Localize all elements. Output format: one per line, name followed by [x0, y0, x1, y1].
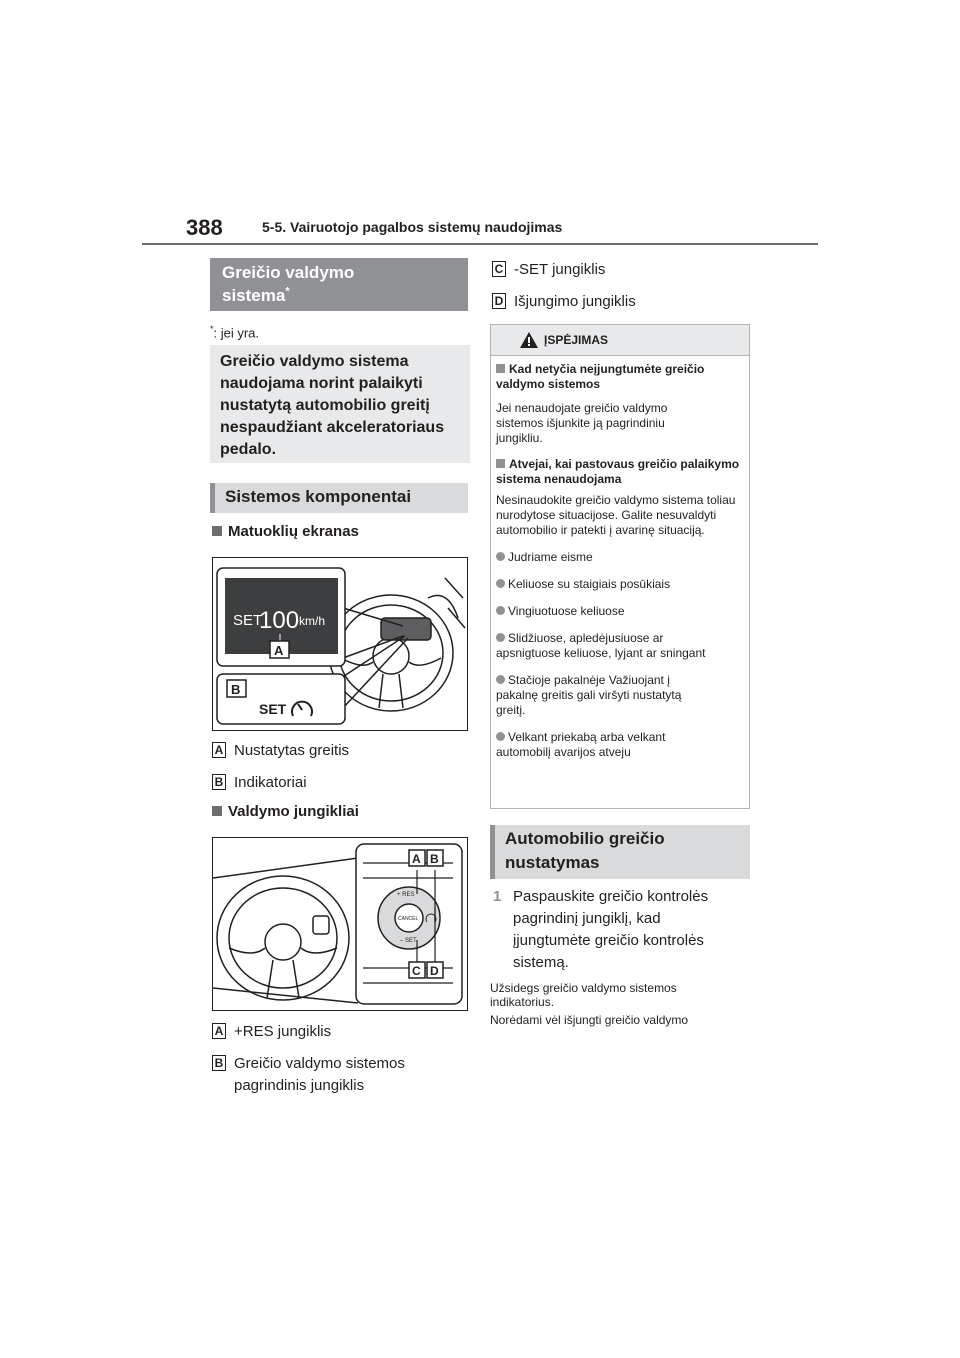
- warning-bullet-1: Judriame eisme: [496, 550, 743, 565]
- circle-bullet-icon: [496, 579, 505, 588]
- square-bullet-icon: [496, 459, 505, 468]
- fig1-label-a: [212, 740, 468, 762]
- step-number: 1: [493, 888, 502, 905]
- switches-illustration: [213, 838, 466, 1009]
- warning-bullet-2: Keliuose su staigiais posūkiais: [496, 577, 743, 592]
- fig2-label-b-badge: B: [212, 1055, 226, 1071]
- square-bullet-icon: [496, 364, 505, 373]
- set-text: SET: [233, 612, 263, 629]
- warning-text-2: Nesinaudokite greičio valdymo sistema toliau nurodytose situacijose. Galite nesuvaldyti automobilio ir patekti į avarinę situaciją.: [496, 493, 736, 537]
- fig2-badge-d: D: [430, 964, 439, 978]
- after-step-text-2: Norėdami vėl išjungti greičio valdymo: [490, 1013, 689, 1027]
- fig2-label-b-text: Greičio valdymo sistemos pagrindinis jungiklis: [234, 1055, 405, 1094]
- set-label: – SET: [400, 938, 417, 944]
- circle-bullet-icon: [496, 552, 505, 561]
- fig1-label-a-text: Nustatytas greitis: [234, 742, 350, 759]
- page-number: 388: [186, 215, 223, 240]
- warning-bullet-6: Velkant priekabą arba velkant automobilį avarijos atveju: [496, 730, 666, 759]
- footnote: [210, 324, 259, 340]
- fig1-label-a-badge: A: [212, 742, 226, 758]
- fig1-label-b-text: Indikatoriai: [234, 774, 307, 791]
- label-d-text: Išjungimo jungiklis: [514, 293, 636, 310]
- running-head: 5-5. Vairuotojo pagalbos sistemų naudojimas: [262, 219, 563, 235]
- square-bullet-icon: [212, 526, 222, 536]
- after-step-text-1: Užsidegs greičio valdymo sistemos indikatorius.: [490, 981, 677, 1009]
- gauge-heading-text: Matuoklių ekranas: [228, 523, 359, 540]
- warning-sub-1-text: Kad netyčia neįjungtumėte greičio valdymo sistemos: [496, 362, 705, 391]
- label-c-badge: C: [492, 261, 506, 277]
- meter-display-figure: [212, 557, 468, 731]
- meter-illustration: [213, 558, 466, 729]
- label-c-text: -SET jungiklis: [514, 261, 606, 278]
- control-switches-figure: [212, 837, 468, 1011]
- label-d: [492, 291, 748, 313]
- fig2-label-a-badge: A: [212, 1023, 226, 1039]
- gauge-heading: [212, 523, 359, 540]
- square-bullet-icon: [212, 806, 222, 816]
- step-text: Paspauskite greičio kontrolės pagrindinį jungiklį, kad įjungtumėte greičio kontrolės sistemą.: [513, 888, 709, 971]
- step-1: [490, 886, 750, 974]
- label-d-badge: D: [492, 293, 506, 309]
- badge-a: A: [274, 643, 284, 658]
- circle-bullet-icon: [496, 675, 505, 684]
- warning-triangle-icon: [519, 331, 539, 349]
- badge-b: B: [231, 682, 241, 697]
- warning-title: ĮSPĖJIMAS: [544, 333, 609, 347]
- section-components: Sistemos komponentai: [210, 483, 468, 513]
- cancel-label: CANCEL: [398, 916, 419, 922]
- warning-bullet-3: Vingiuotuose keliuose: [496, 604, 743, 619]
- section-speed-setting: [490, 825, 750, 879]
- switch-heading: [212, 803, 359, 820]
- fig2-label-a: [212, 1021, 468, 1043]
- fig1-label-b-badge: B: [212, 774, 226, 790]
- warning-sub-2: [496, 457, 743, 487]
- switch-heading-text: Valdymo jungikliai: [228, 803, 359, 820]
- speed-value: 100: [259, 607, 300, 634]
- circle-bullet-icon: [496, 633, 505, 642]
- title-line-1: Greičio valdymo: [222, 263, 355, 282]
- fig2-label-b: [212, 1053, 468, 1097]
- footnote-star: *: [210, 324, 214, 334]
- label-c: [492, 259, 748, 281]
- circle-bullet-icon: [496, 732, 505, 741]
- fig2-badge-b: B: [430, 852, 439, 866]
- title-line-2-text: sistema: [222, 286, 286, 305]
- speed-unit: km/h: [299, 614, 326, 628]
- summary-box: Greičio valdymo sistema naudojama norint palaikyti nustatytą automobilio greitį nespaudžiant akceleratoriaus pedalo.: [210, 345, 470, 463]
- fig2-label-a-text: +RES jungiklis: [234, 1023, 332, 1040]
- warning-sub-1: [496, 362, 743, 392]
- warning-bullet-5: Stačioje pakalnėje Važiuojant į pakalnę greitis gali viršyti nustatytą greitį.: [496, 673, 682, 717]
- warning-box: [490, 324, 750, 809]
- title-star: *: [285, 285, 290, 298]
- warning-sub-2-text: Atvejai, kai pastovaus greičio palaikymo sistema nenaudojama: [496, 457, 740, 486]
- warning-header: [491, 325, 749, 356]
- circle-bullet-icon: [496, 606, 505, 615]
- section-speed-line-2: nustatymas: [505, 853, 600, 872]
- section-speed-line-1: Automobilio greičio: [505, 829, 665, 848]
- fig1-label-b: [212, 772, 468, 794]
- fig2-badge-a: A: [412, 852, 421, 866]
- warning-bullet-4: Slidžiuose, apledėjusiuose ar apsnigtuose keliuose, lyjant ar sningant: [496, 631, 706, 660]
- set-indicator-text: SET: [259, 701, 287, 717]
- section-title-cruise-control: [210, 258, 468, 311]
- warning-text-1: Jei nenaudojate greičio valdymo sistemos išjunkite ją pagrindiniu jungikliu.: [496, 401, 668, 445]
- fig2-badge-c: C: [412, 964, 421, 978]
- footnote-text: : jei yra.: [213, 325, 260, 341]
- title-line-2: [222, 284, 456, 307]
- res-label: + RES: [397, 892, 415, 898]
- header-rule: [142, 243, 818, 245]
